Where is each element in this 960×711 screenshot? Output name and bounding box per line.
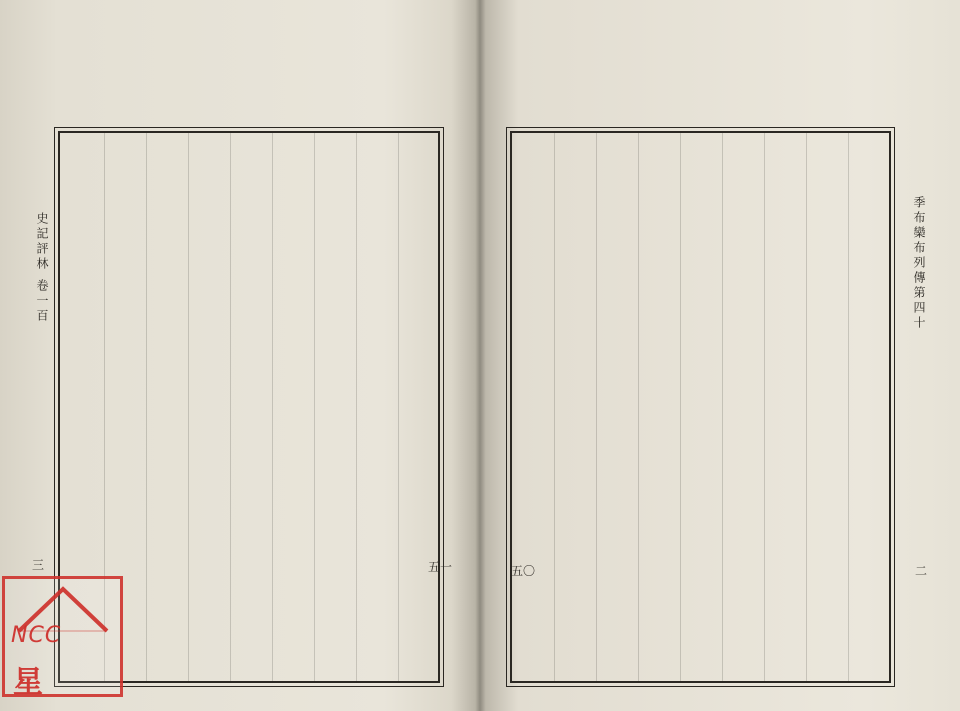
column-rule bbox=[596, 133, 597, 681]
main-text-frame bbox=[510, 131, 891, 683]
column-rule bbox=[554, 133, 555, 681]
column-rule bbox=[848, 133, 849, 681]
right-page bbox=[481, 0, 960, 711]
stamp-seal bbox=[2, 576, 123, 700]
annotation-block bbox=[822, 44, 932, 120]
column-rule bbox=[188, 133, 189, 681]
column-rule bbox=[806, 133, 807, 681]
column-rule bbox=[398, 133, 399, 681]
column-rule bbox=[680, 133, 681, 681]
column-rule bbox=[314, 133, 315, 681]
folio-outer: 二 bbox=[915, 564, 928, 578]
column-rule bbox=[764, 133, 765, 681]
annotation-block bbox=[340, 44, 410, 118]
running-head: 史記評林 卷一百 bbox=[35, 212, 49, 324]
folio-outer: 三 bbox=[32, 558, 45, 572]
running-head: 季布欒布列傳第四十 bbox=[912, 196, 926, 331]
annotation-block bbox=[284, 44, 328, 118]
seal-character: 星 bbox=[13, 665, 43, 700]
seal-text: NCC bbox=[11, 623, 62, 648]
column-rule bbox=[146, 133, 147, 681]
column-rule bbox=[638, 133, 639, 681]
annotation-block bbox=[734, 44, 810, 120]
folio-inner: 五一 bbox=[428, 560, 453, 574]
folio-inner: 五〇 bbox=[511, 564, 536, 578]
annotation-block bbox=[196, 44, 280, 118]
column-rule bbox=[722, 133, 723, 681]
column-rule bbox=[230, 133, 231, 681]
column-rule bbox=[356, 133, 357, 681]
column-rule bbox=[272, 133, 273, 681]
annotation-block bbox=[122, 44, 178, 118]
